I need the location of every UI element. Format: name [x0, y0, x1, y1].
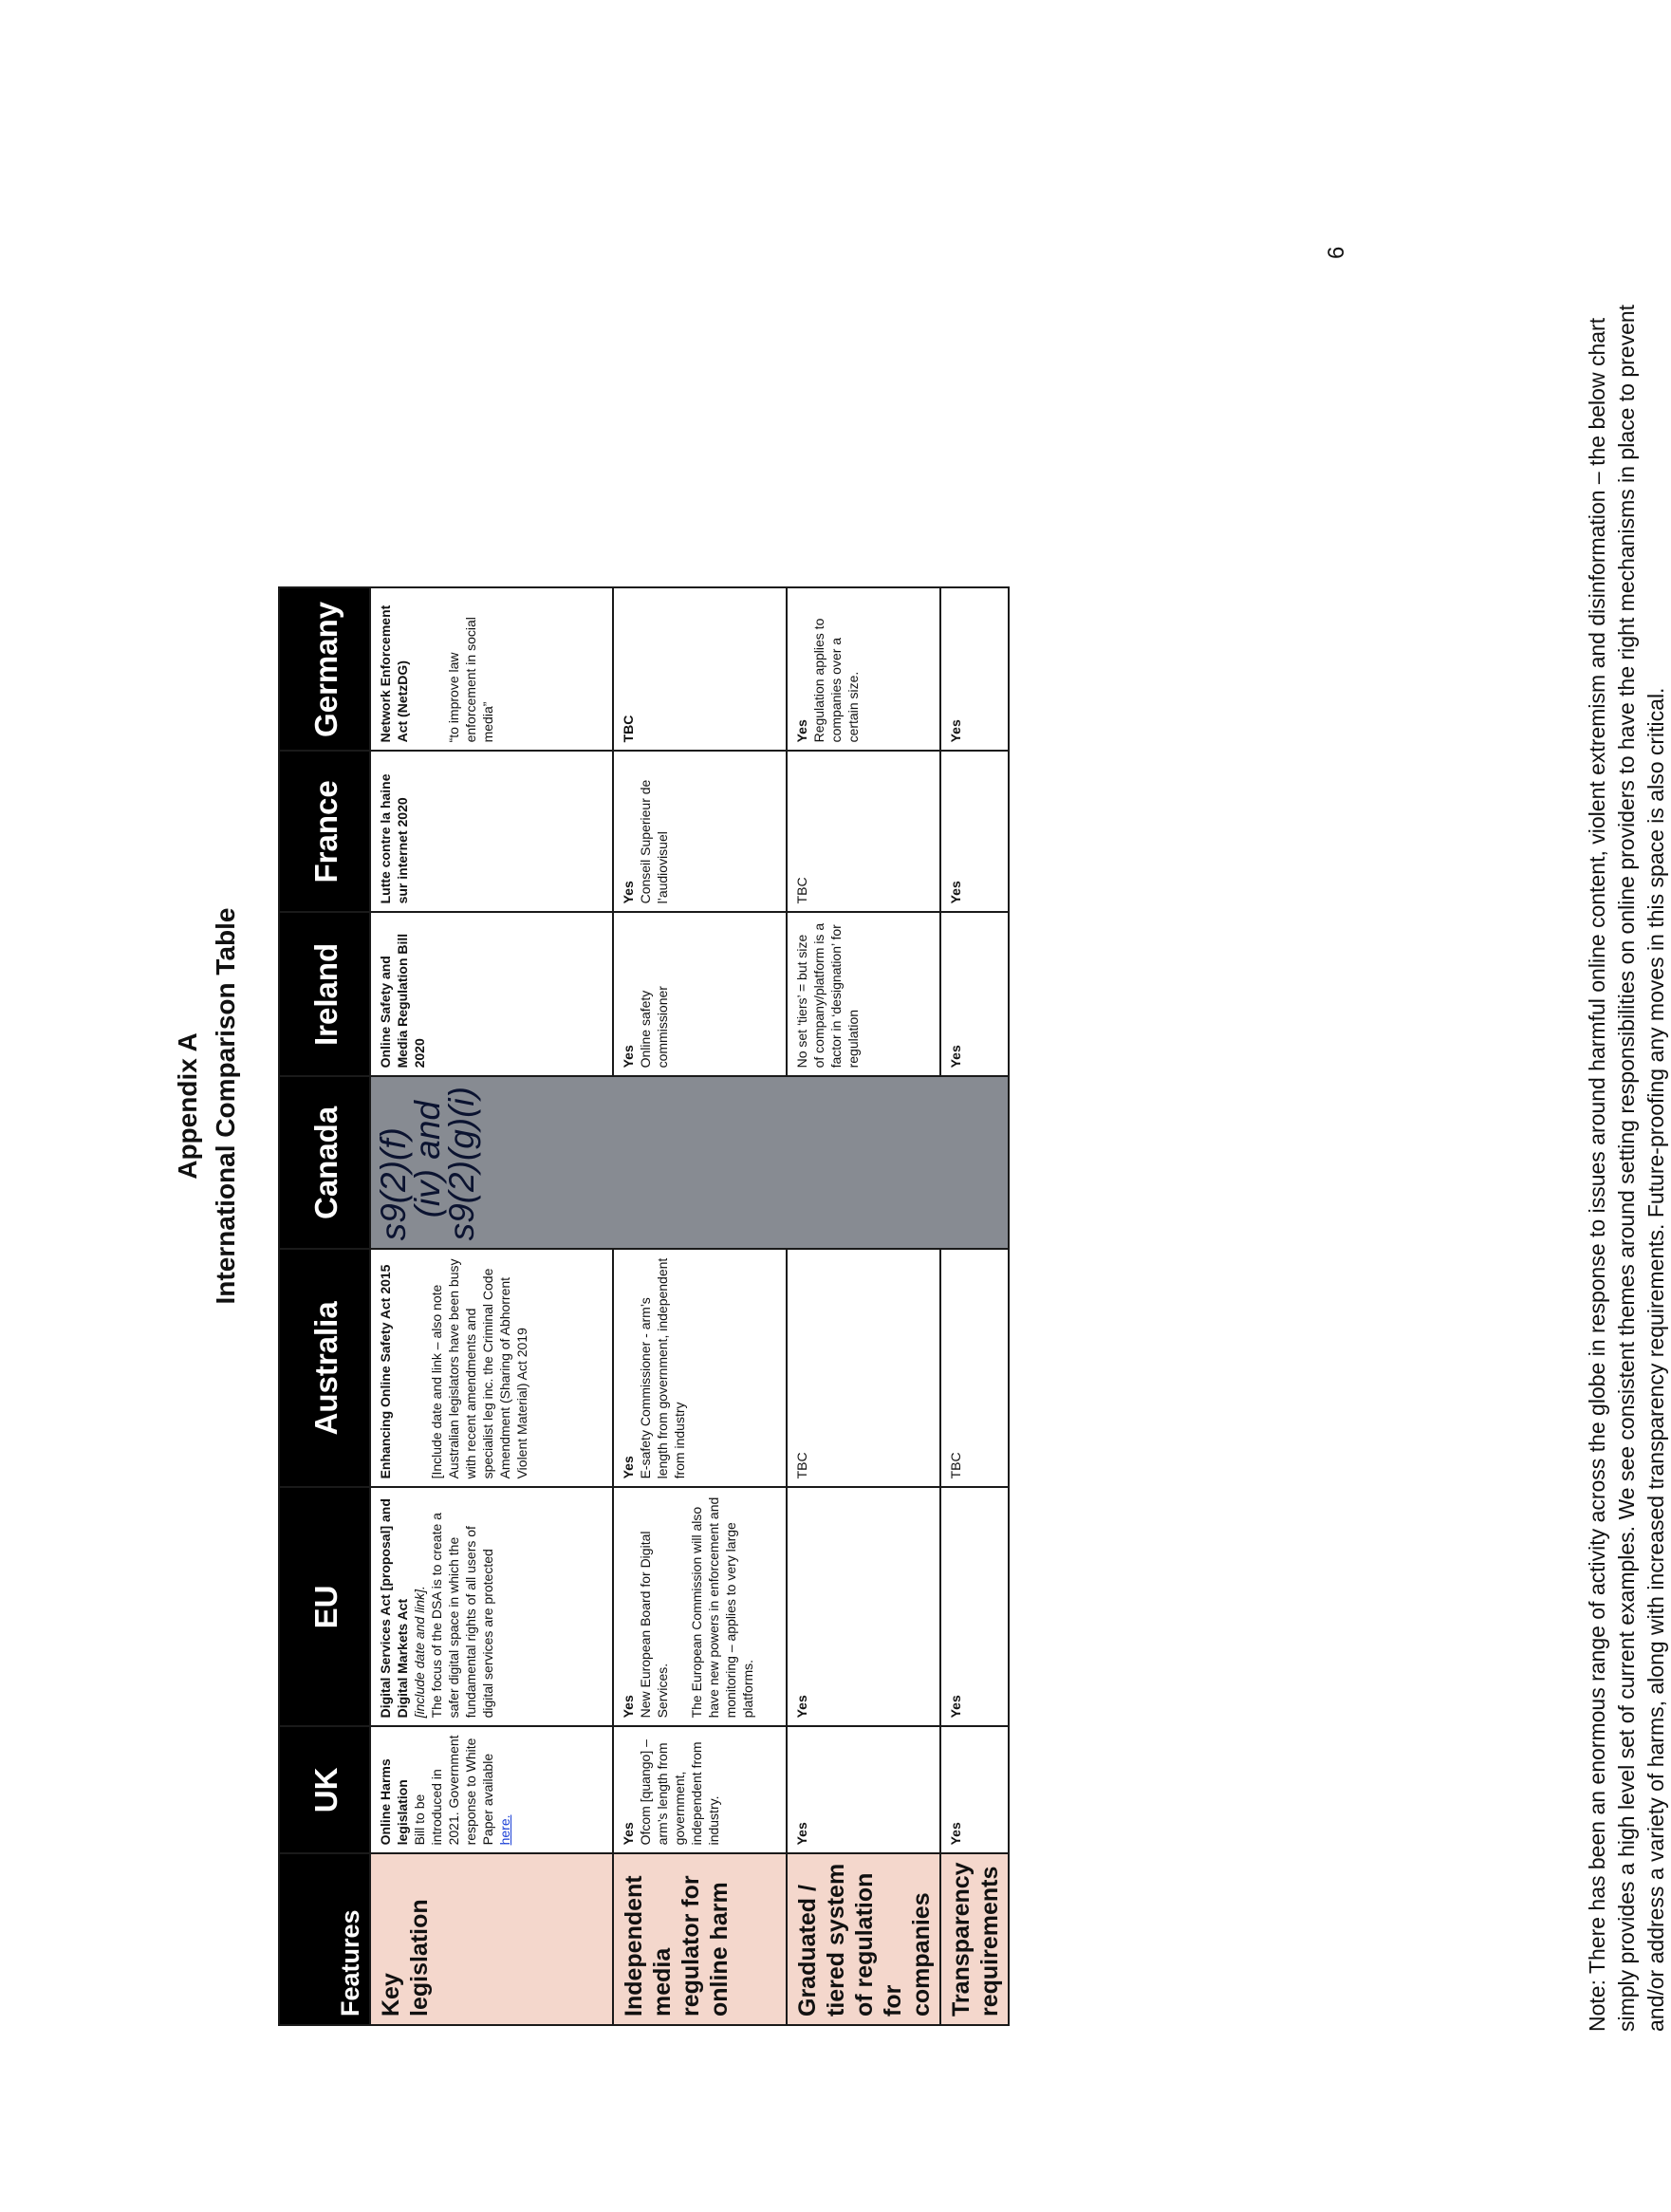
cell-title: Yes — [794, 1695, 809, 1719]
cell-text: Regulation applies to companies over a certain size. — [811, 618, 861, 743]
cell-title: Network Enforcement Act (NetzDG) — [378, 604, 410, 743]
column-header-france: France — [279, 751, 370, 912]
cell-france — [940, 751, 1009, 912]
cell-italic: [include date and link]. — [412, 1586, 427, 1719]
cell-title: Digital Services Act [proposal] and Digital Markets Act — [378, 1498, 410, 1719]
comparison-table — [278, 586, 1010, 2026]
cell-germany — [787, 587, 940, 751]
table-row — [940, 587, 1009, 2025]
footnote: Note: There has been an enormous range of activity across the globe in response to issues around harmful online content, violent extremism and disinformation – the below chart simply provides a high level set of current examples. We see consistent themes around setting responsibilities on online providers to have the right mechanisms in place to prevent and/or address a variety of harms, along with increased transparency requirements. Future-proofing any moves in this space is also critical. — [1585, 304, 1668, 2032]
cell-title: Online Safety and Media Regulation Bill 2020 — [378, 933, 427, 1069]
column-header-uk: UK — [279, 1726, 370, 1853]
cell-title: Yes — [621, 881, 636, 904]
appendix-subtitle: International Comparison Table — [211, 907, 240, 1305]
cell-ireland — [787, 912, 940, 1076]
cell-text: The focus of the DSA is to create a safer digital space in which the fundamental rights of all users of digital services are protected — [429, 1513, 495, 1719]
cell-title: Yes — [948, 719, 963, 743]
cell-title: Yes — [948, 1822, 963, 1846]
cell-title: Yes — [794, 719, 809, 743]
cell-title: Yes — [948, 1695, 963, 1719]
cell-title: Lutte contre la haine sur internet 2020 — [378, 773, 410, 904]
cell-australia — [613, 1249, 787, 1487]
column-header-australia: Australia — [279, 1249, 370, 1487]
column-header-canada: Canada — [279, 1076, 370, 1249]
cell-france — [613, 751, 787, 912]
cell-eu — [940, 1487, 1009, 1726]
cell-title: Yes — [621, 1695, 636, 1719]
cell-text: “to improve law enforcement in social media” — [446, 617, 495, 743]
cell-title: Yes — [948, 881, 963, 904]
cell-australia — [787, 1249, 940, 1487]
cell-ireland — [370, 912, 613, 1076]
cell-text-2: The European Commission will also have new powers in enforcement and monitoring – applies to very large platforms. — [689, 1496, 755, 1719]
cell-eu — [787, 1487, 940, 1726]
redaction-label: s9(2)(f) (iv) and s9(2)(g)(i) — [374, 1087, 481, 1241]
cell-text: Online safety commissioner — [638, 986, 670, 1069]
canada-redaction-block — [370, 1076, 1009, 1249]
cell-australia — [940, 1249, 1009, 1487]
cell-uk — [787, 1726, 940, 1853]
cell-title: Yes — [948, 1045, 963, 1069]
features-header: Features — [279, 1853, 370, 2025]
cell-text: No set ‘tiers’ = but size of company/platform is a factor in ‘designation’ for regulation — [794, 922, 861, 1069]
page-number: 6 — [1324, 246, 1349, 259]
table-row — [370, 587, 613, 2025]
cell-title: Online Harms legislation — [378, 1758, 410, 1846]
cell-germany — [370, 587, 613, 751]
cell-title: TBC — [794, 1452, 809, 1479]
cell-text: Bill to be introduced in 2021. Government response to White Paper available — [412, 1735, 495, 1846]
column-header-ireland: Ireland — [279, 912, 370, 1076]
cell-text: E-safety Commissioner - arm’s length from government, independent from industry — [638, 1257, 687, 1479]
cell-australia — [370, 1249, 613, 1487]
cell-title: Yes — [621, 1045, 636, 1069]
cell-text: [Include date and link – also note Australian legislators have been busy with recent amendments and specialist leg inc. the Criminal Code Amendment (Sharing of Abhorrent Violent Material) Act 2019 — [429, 1258, 529, 1479]
cell-eu — [370, 1487, 613, 1726]
feature-label: Graduated / tiered system of regulation for companies — [787, 1853, 940, 2025]
cell-title: Yes — [621, 1822, 636, 1846]
cell-text: Conseil Superieur de l’audiovisuel — [638, 779, 670, 904]
cell-germany — [613, 587, 787, 751]
cell-germany — [940, 587, 1009, 751]
cell-text: New European Board for Digital Services. — [638, 1531, 670, 1719]
table-row — [787, 587, 940, 2025]
cell-title: TBC — [948, 1452, 963, 1479]
column-header-eu: EU — [279, 1487, 370, 1726]
feature-label: Key legislation — [370, 1853, 613, 2025]
feature-label: Transparency requirements — [940, 1853, 1009, 2025]
white-paper-link[interactable]: here. — [497, 1814, 512, 1846]
feature-label: Independent media regulator for online harm — [613, 1853, 787, 2025]
cell-uk — [370, 1726, 613, 1853]
cell-text: Ofcom [quango] – arm’s length from government, independent from industry. — [638, 1739, 721, 1846]
cell-france — [787, 751, 940, 912]
cell-france — [370, 751, 613, 912]
column-header-germany: Germany — [279, 587, 370, 751]
cell-title: Yes — [794, 1822, 809, 1846]
cell-title: TBC — [794, 877, 809, 904]
cell-ireland — [613, 912, 787, 1076]
appendix-title: Appendix A — [173, 1032, 202, 1180]
table-row — [613, 587, 787, 2025]
cell-title: TBC — [621, 715, 636, 743]
cell-title: Yes — [621, 1456, 636, 1479]
cell-eu — [613, 1487, 787, 1726]
cell-ireland — [940, 912, 1009, 1076]
cell-uk — [613, 1726, 787, 1853]
cell-title: Enhancing Online Safety Act 2015 — [378, 1264, 393, 1479]
cell-uk — [940, 1726, 1009, 1853]
